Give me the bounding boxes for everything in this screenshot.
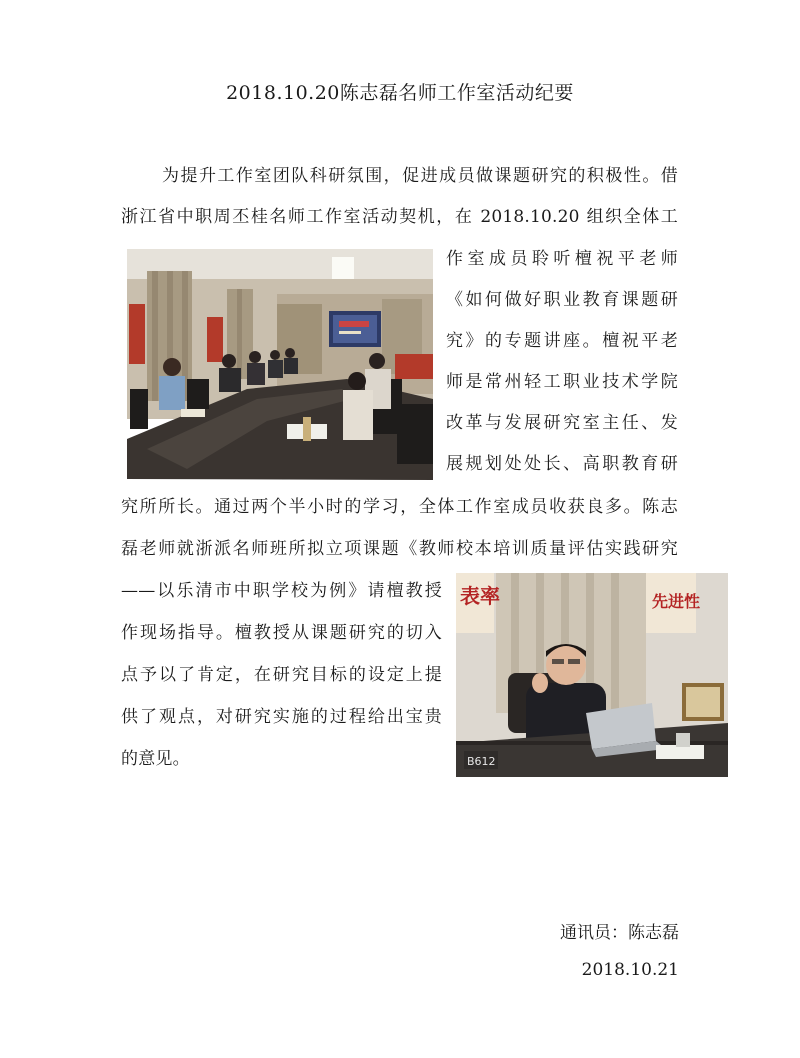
paragraph-line: 究所所长。通过两个半小时的学习，全体工作室成员收获良多。陈志	[121, 497, 678, 517]
slogan-right: 先进性	[652, 592, 701, 611]
paragraph-line: 作室成员聆听檀祝平老师	[446, 249, 678, 269]
paragraph-line: 浙江省中职周丕桂名师工作室活动契机，在 2018.10.20 组织全体工	[121, 207, 678, 227]
paragraph-line: 为提升工作室团队科研氛围，促进成员做课题研究的积极性。借	[162, 166, 678, 186]
report-date: 2018.10.21	[581, 960, 679, 980]
paragraph-line: 究》的专题讲座。檀祝平老	[446, 331, 678, 351]
laptop-sticker: B612	[467, 755, 496, 768]
paragraph-line: 作现场指导。檀教授从课题研究的切入	[121, 623, 442, 643]
paragraph-line: 磊老师就浙派名师班所拟立项课题《教师校本培训质量评估实践研究	[121, 539, 678, 559]
paragraph-line: 师是常州轻工职业技术学院	[446, 372, 678, 392]
slogan-left: 表率	[460, 584, 500, 608]
paragraph-line: 点予以了肯定，在研究目标的设定上提	[121, 665, 442, 685]
paragraph-line: ——以乐清市中职学校为例》请檀教授	[121, 581, 442, 601]
paragraph-line: 的意见。	[121, 749, 190, 769]
document-title: 2018.10.20陈志磊名师工作室活动纪要	[226, 82, 574, 104]
lecture-photo	[127, 249, 433, 480]
paragraph-line: 《如何做好职业教育课题研	[446, 290, 678, 310]
paragraph-line: 供了观点，对研究实施的过程给出宝贵	[121, 707, 442, 727]
speaker-photo	[456, 573, 728, 777]
reporter-signature: 通讯员：陈志磊	[560, 923, 679, 943]
paragraph-line: 展规划处处长、高职教育研	[446, 454, 678, 474]
paragraph-line: 改革与发展研究室主任、发	[446, 413, 678, 433]
